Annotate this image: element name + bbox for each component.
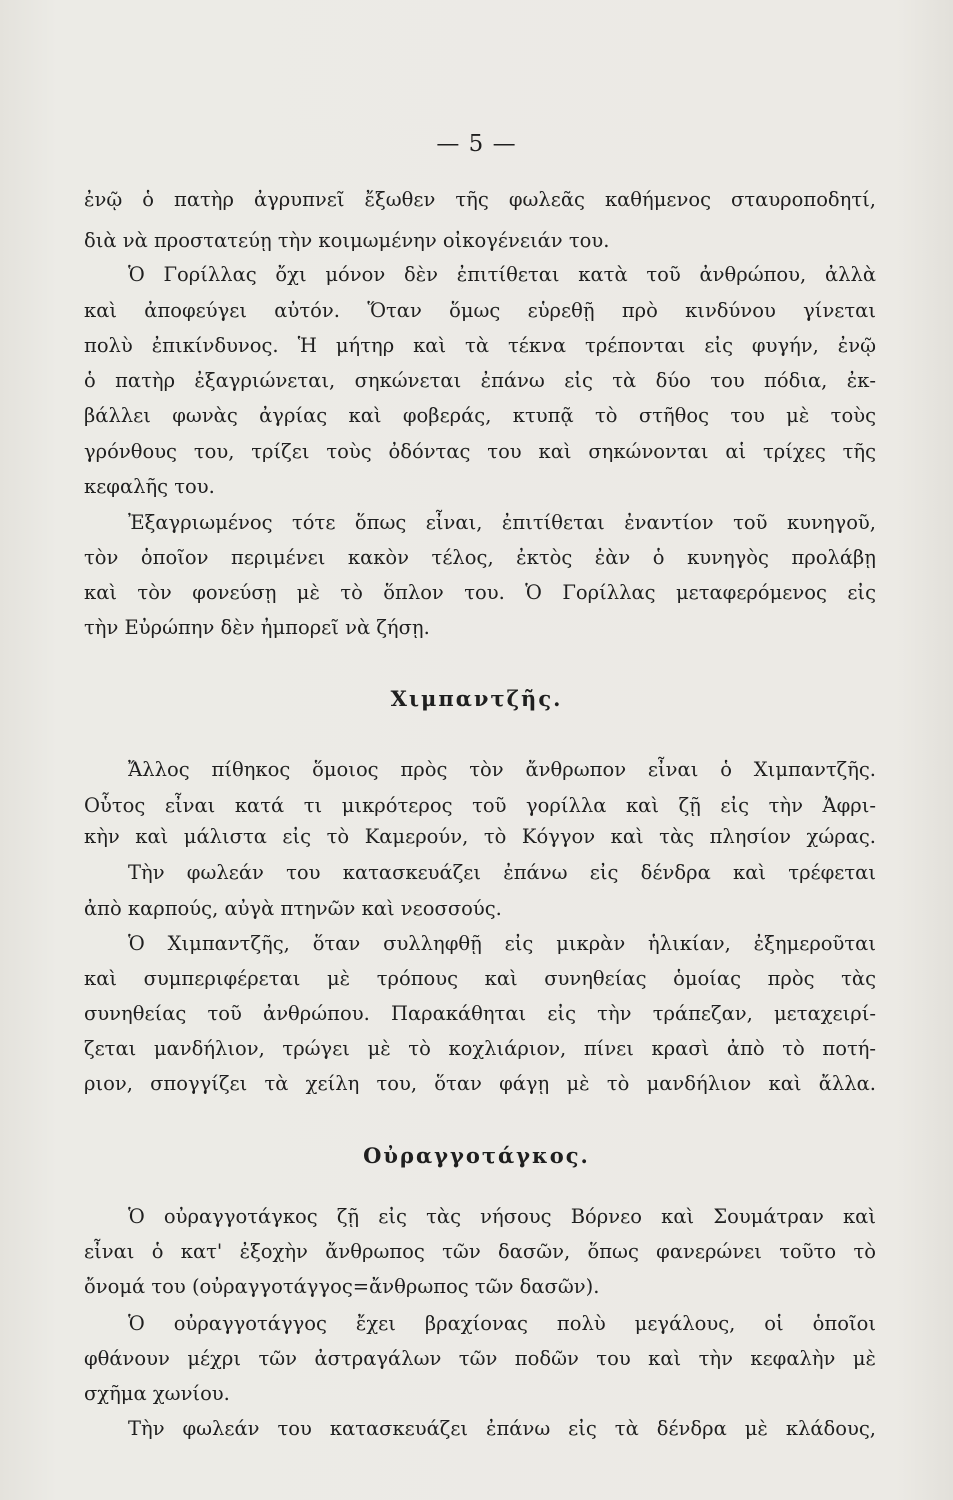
text-line: κὴν καὶ μάλιστα εἰς τὸ Καμερούν, τὸ Κόγγον καὶ τὰς πλησίον χώρας. — [84, 825, 876, 848]
text-line: Ἄλλος πίθηκος ὅμοιος πρὸς τὸν ἄνθρωπον εἶναι ὁ Χιμπαντζῆς. — [128, 758, 876, 781]
text-line: ζεται μανδήλιον, τρώγει μὲ τὸ κοχλιάριον, πίνει κρασὶ ἀπὸ τὸ ποτή- — [84, 1037, 876, 1060]
text-line: κεφαλῆς του. — [84, 475, 215, 498]
text-line: ριον, σπογγίζει τὰ χείλη του, ὅταν φάγῃ μὲ τὸ μανδήλιον καὶ ἄλλα. — [84, 1072, 876, 1095]
text-line: τὴν Εὐρώπην δὲν ἠμπορεῖ νὰ ζήσῃ. — [84, 616, 430, 639]
text-line: Ὁ Γορίλλας ὄχι μόνον δὲν ἐπιτίθεται κατὰ τοῦ ἀνθρώπου, ἀλλὰ — [128, 263, 876, 286]
text-line: βάλλει φωνὰς ἀγρίας καὶ φοβεράς, κτυπᾷ τὸ στῆθος του μὲ τοὺς — [84, 404, 876, 427]
text-line: εἶναι ὁ κατ' ἐξοχὴν ἄνθρωπος τῶν δασῶν, ὅπως φανερώνει τοῦτο τὸ — [84, 1240, 876, 1263]
text-line: συνηθείας τοῦ ἀνθρώπου. Παρακάθηται εἰς τὴν τράπεζαν, μεταχειρί- — [84, 1002, 876, 1025]
text-line: Οὗτος εἶναι κατά τι μικρότερος τοῦ γορίλλα καὶ ζῇ εἰς τὴν Ἀφρι- — [84, 794, 876, 817]
text-line: ἐνῷ ὁ πατὴρ ἀγρυπνεῖ ἔξωθεν τῆς φωλεᾶς καθήμενος σταυροποδητί, — [84, 188, 876, 211]
text-line: Τὴν φωλεάν του κατασκευάζει ἐπάνω εἰς δένδρα καὶ τρέφεται — [128, 861, 876, 884]
section-heading: Οὐραγγοτάγκος. — [363, 1143, 590, 1168]
text-line: Ὁ Χιμπαντζῆς, ὅταν συλληφθῇ εἰς μικρὰν ἡλικίαν, ἐξημεροῦται — [128, 932, 876, 955]
text-line: σχῆμα χωνίου. — [84, 1382, 230, 1405]
text-line: φθάνουν μέχρι τῶν ἀστραγάλων τῶν ποδῶν του καὶ τὴν κεφαλὴν μὲ — [84, 1347, 876, 1370]
text-line: Ὁ οὐραγγοτάγκος ζῇ εἰς τὰς νήσους Βόρνεο καὶ Σουμάτραν καὶ — [128, 1205, 876, 1228]
text-line: πολὺ ἐπικίνδυνος. Ἡ μήτηρ καὶ τὰ τέκνα τρέπονται εἰς φυγήν, ἐνῷ — [84, 334, 876, 357]
text-line: Ὁ οὐραγγοτάγγος ἔχει βραχίονας πολὺ μεγάλους, οἱ ὁποῖοι — [128, 1312, 876, 1335]
section-heading: Χιμπαντζῆς. — [390, 686, 563, 711]
text-line: καὶ ἀποφεύγει αὐτόν. Ὅταν ὅμως εὑρεθῇ πρὸ κινδύνου γίνεται — [84, 299, 876, 322]
text-line: τὸν ὁποῖον περιμένει κακὸν τέλος, ἐκτὸς ἐὰν ὁ κυνηγὸς προλάβῃ — [84, 546, 876, 569]
text-line: Τὴν φωλεάν του κατασκευάζει ἐπάνω εἰς τὰ δένδρα μὲ κλάδους, — [128, 1417, 876, 1440]
page-number: — 5 — — [436, 131, 517, 157]
text-line: καὶ τὸν φονεύσῃ μὲ τὸ ὅπλον του. Ὁ Γορίλλας μεταφερόμενος εἰς — [84, 581, 876, 604]
text-line: ὁ πατὴρ ἐξαγριώνεται, σηκώνεται ἐπάνω εἰς τὰ δύο του πόδια, ἐκ- — [84, 369, 876, 392]
text-line: διὰ νὰ προστατεύῃ τὴν κοιμωμένην οἰκογένειάν του. — [84, 229, 610, 252]
text-line: ὄνομά του (οὐραγγοτάγγος=ἄνθρωπος τῶν δασῶν). — [84, 1275, 600, 1298]
text-line: γρόνθους του, τρίζει τοὺς ὀδόντας του καὶ σηκώνονται αἱ τρίχες τῆς — [84, 440, 876, 463]
text-line: ἀπὸ καρπούς, αὐγὰ πτηνῶν καὶ νεοσσούς. — [84, 897, 502, 920]
text-line: καὶ συμπεριφέρεται μὲ τρόπους καὶ συνηθείας ὁμοίας πρὸς τὰς — [84, 967, 876, 990]
text-line: Ἐξαγριωμένος τότε ὅπως εἶναι, ἐπιτίθεται ἐναντίον τοῦ κυνηγοῦ, — [128, 511, 876, 534]
